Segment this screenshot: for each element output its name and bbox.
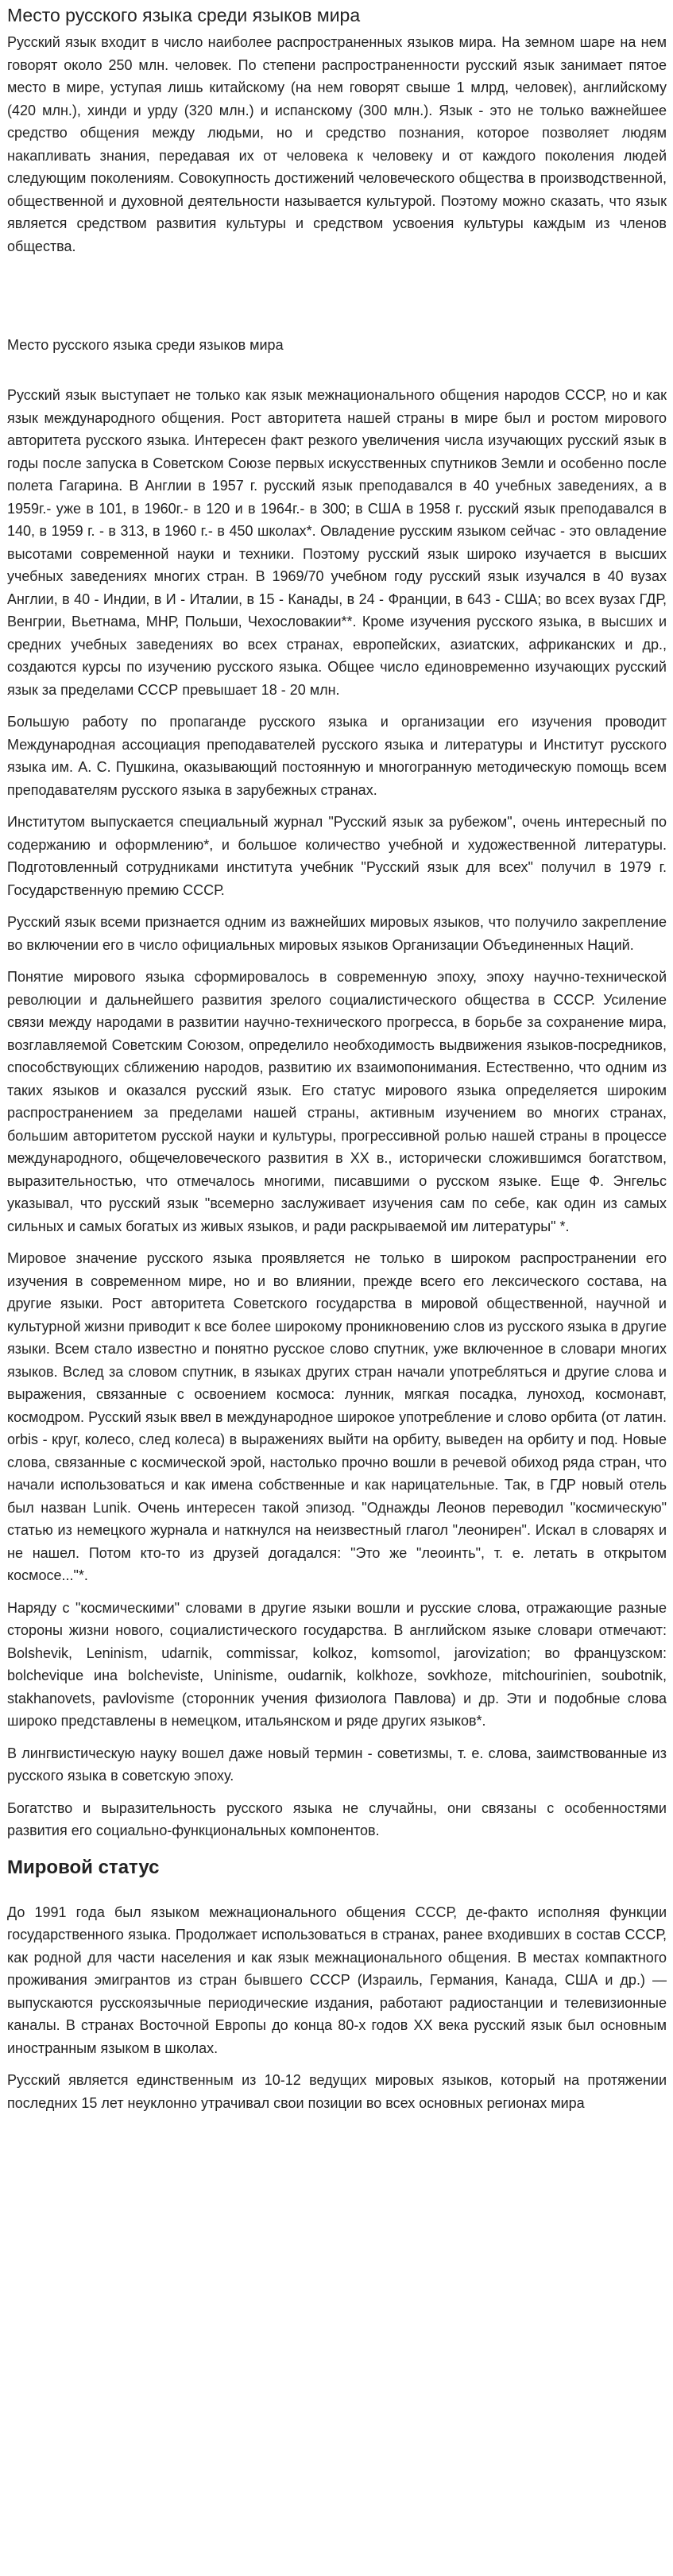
spacer: [7, 1885, 667, 1901]
body-paragraph: Русский язык выступает не только как язык межнационального общения народов СССР, но и как язык международного общения. Рост авторитета нашей страны в мире был и ростом мирового авторитета русского языка. Интересен факт резкого увеличения числа изучающих русский язык в годы после запуска в Советском Союзе первых искусственных спутников Земли и особенно после полета Гагарина. В Англии в 1957 г. русский язык преподавался в 40 учебных заведениях, а в 1959г.- уже в 101, в 1960г.- в 120 и в 1964г.- в 300; в США в 1958 г. русский язык преподавался в 140, в 1959 г. - в 313, в 1960 г.- в 450 школах*. Овладение русским языком сейчас - это овладение высотами современной науки и техники. Поэтому русский язык широко изучается в высших учебных заведениях многих стран. В 1969/70 учебном году русский язык изучался в 40 вузах Англии, в 40 - Индии, в И - Италии, в 15 - Канады, в 24 - Франции, в 643 - США; во всех вузах ГДР, Венгрии, Вьетнама, МНР, Польши, Чехословакии**. Кроме изучения русского языка, в высших и средних учебных заведениях во всех странах, европейских, азиатских, африканских и др., создаются курсы по изучению русского языка. Общее число единовременно изучающих русский язык за пределами СССР превышает 18 - 20 млн.: [7, 387, 667, 698]
section-paragraph: До 1991 года был языком межнационального общения СССР, де-факто исполняя функции государственного языка. Продолжает использоваться в странах, ранее входивших в состав СССР, как родной для части населения и как язык межнационального общения. В местах компактного проживания эмигрантов из стран бывшего СССР (Израиль, Германия, Канада, США и др.) — выпускаются русскоязычные периодические издания, работают радиостанции и телевизионные каналы. В странах Восточной Европы до конца 80-х годов XX века русский язык был основным иностранным языком в школах.: [7, 1904, 667, 2056]
body-paragraph: Понятие мирового языка сформировалось в современную эпоху, эпоху научно-технической революции и дальнейшего развития зрелого социалистического общества в СССР. Усиление связи между народами в развитии научно-технического прогресса, в борьбе за сохранение мира, возглавляемой Советским Союзом, определило необходимость выдвижения языков-посредников, способствующих сближению народов, развитию их взаимопонимания. Естественно, что одним из таких языков и оказался русский язык. Его статус мирового языка определяется широким распространением за пределами нашей страны, активным изучением во многих странах, большим авторитетом русской науки и культуры, прогрессивной ролью нашей страны в процессе международного, общечеловеческого развития в XX в., исторически сложившимся богатством, выразительностью, что отмечалось многими, писавшими о русском языке. Еще Ф. Энгельс указывал, что русский язык "всемерно заслуживает изучения сам по себе, как один из самых сильных и самых богатых из живых языков, и ради раскрываемой им литературы" *.: [7, 969, 667, 1234]
body-paragraph: Русский язык всеми признается одним из важнейших мировых языков, что получило закрепление во включении его в число официальных мировых языков Организации Объединенных Наций.: [7, 914, 667, 953]
section-heading: Мировой статус: [7, 1856, 160, 1878]
spacer: [7, 258, 667, 334]
body-paragraph: В лингвистическую науку вошел даже новый термин - советизмы, т. е. слова, заимствованные из русского языка в советскую эпоху.: [7, 1745, 667, 1784]
page-title: Место русского языка среди языков мира: [7, 5, 361, 25]
spacer: [7, 356, 667, 384]
body-paragraph: Большую работу по пропаганде русского языка и организации его изучения проводит Международная ассоциация преподавателей русского языка и литературы и Институт русского языка им. А. С. Пушкина, оказывающий постоянную и многогранную методическую помощь всем преподавателям русского языка в зарубежных странах.: [7, 714, 667, 798]
body-paragraph: Богатство и выразительность русского языка не случайны, они связаны с особенностями развития его социально-функциональных компонентов.: [7, 1799, 667, 1838]
intro-paragraph: Русский язык входит в число наиболее распространенных языков мира. На земном шаре на нем говорят около 250 млн. человек. По степени распространенности русский язык занимает пятое место в мире, уступая лишь китайскому (на нем говорят свыше 1 млрд, человек), английскому (420 млн.), хинди и урду (320 млн.) и испанскому (300 млн.). Язык - это не только важнейшее средство общения между людьми, но и средство познания, которое позволяет людям накапливать знания, передавая их от человека к человеку и от каждого поколения людей следующим поколениям. Совокупность достижений человеческого общества в производственной, общественной и духовной деятельности называется культурой. Поэтому можно сказать, что язык является средством развития культуры и средством усвоения культуры каждым из членов общества.: [7, 34, 667, 254]
body-paragraph: Мировое значение русского языка проявляется не только в широком распространении его изучения в современном мире, но и во влиянии, прежде всего его лексического состава, на другие языки. Рост авторитета Советского государства в мировой общественной, научной и культурной жизни приводит к все более широкому проникновению слов из русского языка в другие языки. Всем стало известно и понятно русское слово спутник, уже включенное в словари многих языков. Вслед за словом спутник, в языках других стран начали употребляться и другие слова и выражения, связанные с освоением космоса: лунник, мягкая посадка, луноход, космонавт, космодром. Русский язык ввел в международное широкое употребление и слово орбита (от латин. orbis - круг, колесо, след колеса) в выражениях выйти на орбиту, выведен на орбиту и под. Новые слова, связанные с космической эрой, настолько прочно вошли в речевой обиход ряда стран, что начали использоваться и как имена собственные и как нарицательные. Так, в ГДР новый отель был назван Lunik. Очень интересен такой эпизод. "Однажды Леонов переводил "космическую" статью из немецкого журнала и наткнулся на неизвестный глагол "леониpeн". Искал в словарях и не нашел. Потом кто-то из друзей догадался: "Это же "леоинть", т. е. летать в открытом космосе..."*.: [7, 1250, 667, 1583]
subtitle: Место русского языка среди языков мира: [7, 337, 284, 353]
section-paragraph: Русский является единственным из 10-12 ведущих мировых языков, который на протяжении последних 15 лет неуклонно утрачивал свои позиции во всех основных регионах мира: [7, 2072, 667, 2111]
body-paragraph: Институтом выпускается специальный журнал "Русский язык за рубежом", очень интересный по содержанию и оформлению*, и большое количество учебной и художественной литературы. Подготовленный сотрудниками института учебник "Русский язык для всех" получил в 1979 г. Государственную премию СССР.: [7, 814, 667, 898]
body-paragraph: Наряду с "космическими" словами в другие языки вошли и русские слова, отражающие разные стороны жизни нового, социалистического государства. В английском языке словари отмечают: Bolshevik, Leninism, udarnik, commissar, kolkoz, komsomol, jarovization; во французском: bolchevique ина bolcheviste, Uninisme, oudarnik, kolkhoze, sovkhoze, mitchourinien, soubotnik, stakhanovets, pavlovisme (сторонник учения физиолога Павлова) и др. Эти и подобные слова широко представлены в немецком, итальянском и ряде других языков*.: [7, 1599, 667, 1729]
